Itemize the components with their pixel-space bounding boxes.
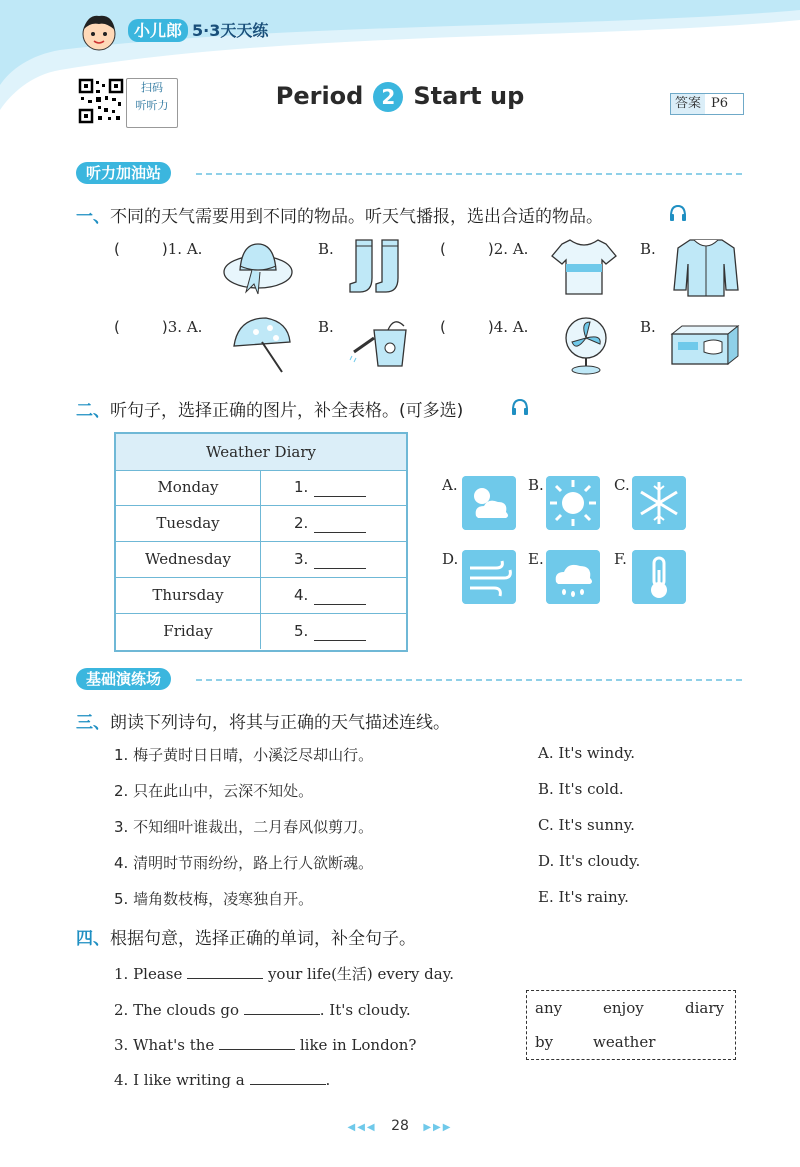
listen-text: 听听力 [135, 99, 169, 112]
answer-blank[interactable] [314, 622, 366, 641]
answer-cell[interactable] [294, 506, 366, 541]
fill-sentence-4 [114, 1068, 330, 1089]
section-head-listening: 听力加油站 [76, 162, 171, 184]
word-option[interactable]: enjoy [603, 999, 644, 1017]
headphones-icon[interactable] [510, 398, 530, 416]
question-number: 三、 [76, 713, 110, 733]
option-a-label: A. [512, 318, 529, 336]
fill-sentence-1 [114, 962, 454, 984]
weather-option[interactable]: B. It's cold. [538, 780, 624, 798]
question-number: 二、 [76, 401, 110, 421]
wind-icon [462, 550, 516, 604]
tshirt-icon [548, 234, 620, 298]
table-row [116, 614, 406, 649]
option-label: A. [442, 476, 458, 494]
day-cell: Monday [116, 470, 261, 505]
poem-line[interactable]: 4. 清明时节雨纷纷，路上行人欲断魂。 [114, 854, 374, 872]
weather-option[interactable]: C. It's sunny. [538, 816, 635, 834]
table-row [116, 578, 406, 614]
poem-line[interactable]: 1. 梅子黄时日日晴，小溪泛尽却山行。 [114, 746, 374, 764]
mask-box-icon [668, 312, 740, 376]
answer-paren-close: ) [487, 318, 494, 336]
answer-label: 答案 [671, 94, 705, 114]
umbrella-icon [226, 312, 298, 376]
option-label: F. [614, 550, 627, 568]
table-row [116, 470, 406, 506]
brand-name: 小儿郎 [128, 19, 188, 42]
period-number: 2 [373, 82, 403, 112]
poem-line[interactable]: 5. 墙角数枝梅，凌寒独自开。 [114, 890, 314, 908]
word-bank [526, 990, 736, 1060]
option-label: C. [614, 476, 630, 494]
row-number: 3. [294, 550, 309, 568]
cloudy-sun-icon [462, 476, 516, 530]
fill-sentence-3 [114, 1033, 416, 1054]
fill-blank[interactable] [187, 962, 263, 979]
option-a-label: A. [512, 240, 529, 258]
day-cell: Friday [116, 614, 261, 649]
row-number: 5. [294, 622, 309, 640]
answer-blank[interactable] [314, 514, 366, 533]
answer-blank[interactable] [314, 586, 366, 605]
option-b-label: B. [640, 240, 656, 258]
page-number [0, 1118, 800, 1134]
coat-icon [670, 234, 742, 298]
sentence-end: . [325, 1071, 331, 1089]
weather-option[interactable]: E. It's rainy. [538, 888, 629, 906]
answer-paren-open: ( [114, 318, 120, 336]
option-label: E. [528, 550, 544, 568]
scan-text: 扫码 [141, 81, 163, 94]
option-b-label: B. [640, 318, 656, 336]
item-number: 3. [167, 318, 183, 336]
answer-paren-open: ( [440, 240, 446, 258]
q1-item-4 [440, 318, 528, 336]
answer-paren-open: ( [114, 240, 120, 258]
row-number: 2. [294, 514, 309, 532]
question-number: 一、 [76, 207, 110, 227]
poem-line[interactable]: 2. 只在此山中，云深不知处。 [114, 782, 314, 800]
weather-option[interactable]: D. It's cloudy. [538, 852, 641, 870]
weather-option[interactable]: A. It's windy. [538, 744, 636, 762]
answer-blank[interactable] [314, 550, 366, 569]
sentence-start: 2. The clouds go [114, 1001, 239, 1019]
sentence-start: 4. I like writing a [114, 1071, 245, 1089]
poem-line[interactable]: 3. 不知细叶谁裁出，二月春风似剪刀。 [114, 818, 374, 836]
q1-item-1 [114, 240, 202, 258]
arrow-left-icon: ◀◀◀ [347, 1122, 377, 1133]
word-option[interactable]: any [535, 999, 563, 1017]
mascot-icon [76, 10, 122, 56]
answer-blank[interactable] [314, 478, 366, 497]
brand-series: 5·3天天练 [192, 21, 269, 40]
rain-cloud-icon [546, 550, 600, 604]
answer-cell[interactable] [294, 614, 366, 649]
watering-can-icon [346, 312, 418, 376]
day-cell: Thursday [116, 578, 261, 613]
option-a-label: A. [186, 240, 203, 258]
table-row [116, 542, 406, 578]
weather-diary-table [114, 432, 408, 652]
question-text: 根据句意，选择正确的单词，补全句子。 [110, 929, 416, 949]
fill-blank[interactable] [219, 1033, 295, 1050]
headphones-icon[interactable] [668, 204, 688, 222]
fill-blank[interactable] [250, 1068, 326, 1085]
question-1-title [76, 202, 603, 227]
option-a-label: A. [186, 318, 203, 336]
day-cell: Wednesday [116, 542, 261, 577]
question-text: 不同的天气需要用到不同的物品。听天气播报，选出合适的物品。 [110, 207, 603, 227]
arrow-right-icon: ▶▶▶ [423, 1122, 453, 1133]
word-option[interactable]: weather [593, 1033, 656, 1051]
answer-paren-open: ( [440, 318, 446, 336]
unit-title: Start up [413, 82, 525, 110]
sentence-end: . It's cloudy. [319, 1001, 411, 1019]
table-row [116, 506, 406, 542]
question-3-title [76, 708, 450, 733]
section-divider [196, 173, 742, 175]
row-number: 4. [294, 586, 309, 604]
fill-sentence-2 [114, 998, 411, 1019]
question-2-title [76, 396, 463, 421]
snowflake-icon [632, 476, 686, 530]
sun-icon [546, 476, 600, 530]
page-number-text: 28 [391, 1118, 409, 1134]
word-option[interactable]: diary [685, 999, 724, 1017]
item-number: 1. [167, 240, 183, 258]
option-label: D. [442, 550, 459, 568]
item-number: 4. [493, 318, 509, 336]
section-divider [196, 679, 742, 681]
sentence-end: your life(生活) every day. [267, 965, 454, 983]
question-text: 朗读下列诗句，将其与正确的天气描述连线。 [110, 713, 450, 733]
row-number: 1. [294, 478, 309, 496]
answer-page: P6 [711, 96, 729, 111]
day-cell: Tuesday [116, 506, 261, 541]
answer-paren-close: ) [161, 318, 168, 336]
fan-icon [550, 312, 622, 376]
thermometer-icon [632, 550, 686, 604]
sentence-end: like in London? [299, 1036, 417, 1054]
answer-reference [670, 93, 744, 115]
answer-cell[interactable] [294, 542, 366, 577]
q1-item-2 [440, 240, 528, 258]
question-text: 听句子，选择正确的图片，补全表格。(可多选) [110, 401, 464, 421]
answer-cell[interactable] [294, 470, 366, 505]
option-b-label: B. [318, 318, 334, 336]
word-option[interactable]: by [535, 1033, 554, 1051]
table-title: Weather Diary [116, 434, 406, 471]
item-number: 2. [493, 240, 509, 258]
sentence-start: 1. Please [114, 965, 183, 983]
answer-cell[interactable] [294, 578, 366, 613]
brand-label [128, 18, 268, 41]
question-4-title [76, 924, 416, 949]
period-word: Period [275, 82, 364, 110]
q1-item-3 [114, 318, 202, 336]
answer-paren-close: ) [161, 240, 168, 258]
boots-icon [346, 234, 418, 298]
section-head-practice: 基础演练场 [76, 668, 171, 690]
hat-icon [222, 234, 294, 298]
sentence-start: 3. What's the [114, 1036, 215, 1054]
answer-paren-close: ) [487, 240, 494, 258]
option-label: B. [528, 476, 544, 494]
fill-blank[interactable] [244, 998, 320, 1015]
question-number: 四、 [76, 929, 110, 949]
option-b-label: B. [318, 240, 334, 258]
